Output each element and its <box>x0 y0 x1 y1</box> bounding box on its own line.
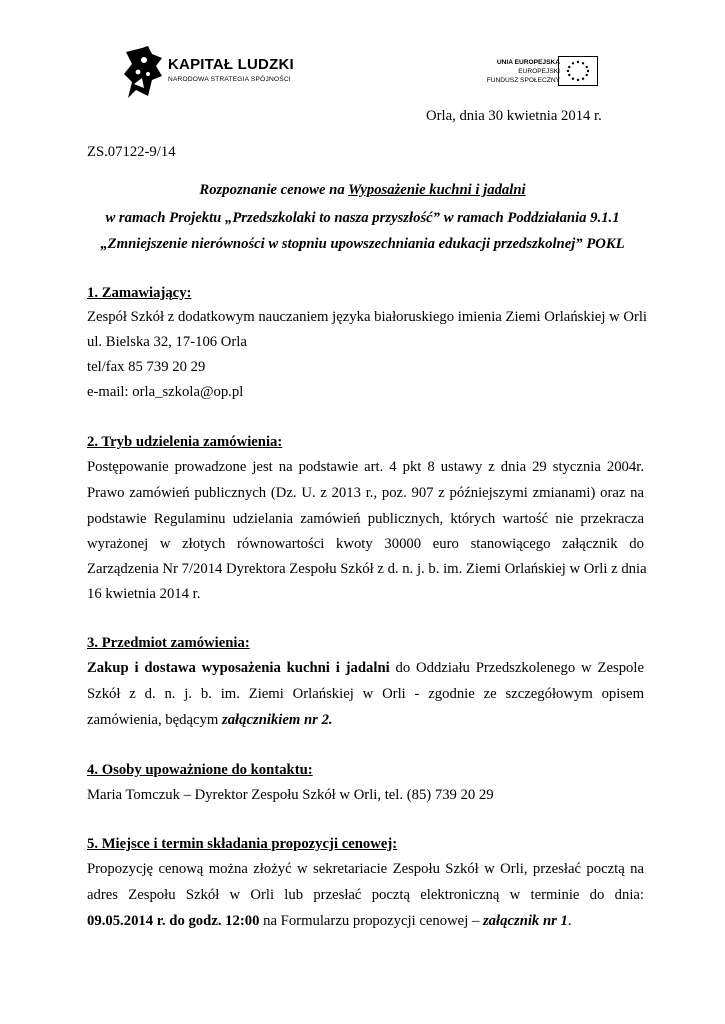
eu-logo <box>468 54 608 90</box>
section-2-line: Zarządzenia Nr 7/2014 Dyrektora Zespołu Szkół z d. n. j. b. im. Ziemi Orlańskiej w Orli z dnia <box>87 561 647 577</box>
reference-number: ZS.07122-9/14 <box>87 144 176 160</box>
attachment-2-reference: załącznikiem nr 2. <box>222 712 333 728</box>
section-5-line-3 <box>87 912 572 930</box>
deadline: 09.05.2014 r. do godz. 12:00 <box>87 913 260 929</box>
kapital-ludzki-emblem-icon <box>122 44 164 102</box>
section-1-heading: 1. Zamawiający: <box>87 285 192 301</box>
title-prefix: Rozpoznanie cenowe na <box>199 182 349 198</box>
eu-flag-icon <box>558 56 598 86</box>
section-1-line: e-mail: orla_szkola@op.pl <box>87 384 244 400</box>
section-3-line-2: Szkół z d. n. j. b. im. Ziemi Orlańskiej w Orli - zgodnie ze szczegółowym opisem <box>87 686 644 702</box>
section-5-line-3-mid: na Formularzu propozycji cenowej – <box>259 913 483 929</box>
eu-line1: UNIA EUROPEJSKA <box>496 59 560 66</box>
section-5-line-2: adres Zespołu Szkół w Orli lub przesłać pocztą elektroniczną w terminie do dnia: <box>87 887 644 903</box>
eu-line3: FUNDUSZ SPOŁECZNY <box>486 77 560 84</box>
section-1-line: Zespół Szkół z dodatkowym nauczaniem języka białoruskiego imienia Ziemi Orlańskiej w Orli <box>87 309 648 325</box>
section-5-line-1: Propozycję cenową można złożyć w sekretariacie Zespołu Szkół w Orli, przesłać pocztą na <box>87 861 644 877</box>
section-2-line: wyrażonej w złotych równowartości kwoty 30000 euro stanowiącego załącznik do <box>87 536 644 552</box>
title-subject: Wyposażenie kuchni i jadalni <box>348 182 526 198</box>
section-5-heading: 5. Miejsce i termin składania propozycji cenowej: <box>87 836 398 852</box>
section-3-line-3 <box>87 711 333 729</box>
section-2-line: podstawie Regulaminu udzielania zamówień publicznych, których wartość nie przekracza <box>87 511 644 527</box>
section-3-line-3-prefix: zamówienia, będącym <box>87 712 222 728</box>
kapital-ludzki-logo <box>122 44 292 104</box>
section-4-line-1: Maria Tomczuk – Dyrektor Zespołu Szkół w Orli, tel. (85) 739 20 29 <box>87 787 494 803</box>
kapital-ludzki-subtitle: NARODOWA STRATEGIA SPÓJNOŚCI <box>168 76 291 83</box>
title-line-3: „Zmniejszenie nierówności w stopniu upowszechniania edukacji przedszkolnej” POKL <box>100 236 625 252</box>
kapital-ludzki-title: KAPITAŁ LUDZKI <box>168 56 294 73</box>
eu-line2: EUROPEJSKI <box>518 68 560 75</box>
section-1-line: tel/fax 85 739 20 29 <box>87 359 206 375</box>
date-line: Orla, dnia 30 kwietnia 2014 r. <box>426 108 602 124</box>
section-2-line: 16 kwietnia 2014 r. <box>87 586 201 602</box>
title-line-1 <box>0 181 725 199</box>
attachment-1-reference: załącznik nr 1 <box>482 913 568 929</box>
section-3-line-1 <box>87 659 644 677</box>
section-2-line: Postępowanie prowadzone jest na podstawie art. 4 pkt 8 ustawy z dnia 29 stycznia 2004r. <box>87 459 644 475</box>
section-3-heading: 3. Przedmiot zamówienia: <box>87 635 250 651</box>
section-3-line-1-rest: do Oddziału Przedszkolenego w Zespole <box>389 660 644 676</box>
section-5-line-3-end: . <box>567 913 572 929</box>
section-4-heading: 4. Osoby upoważnione do kontaktu: <box>87 762 313 778</box>
title-line-2: w ramach Projektu „Przedszkolaki to nasza przyszłość” w ramach Poddziałania 9.1.1 <box>105 210 620 226</box>
section-2-heading: 2. Tryb udzielenia zamówienia: <box>87 434 283 450</box>
section-1-line: ul. Bielska 32, 17-106 Orla <box>87 334 247 350</box>
section-2-line: Prawo zamówień publicznych (Dz. U. z 2013 r., poz. 907 z późniejszymi zmianami) oraz na <box>87 485 644 501</box>
section-3-subject: Zakup i dostawa wyposażenia kuchni i jadalni <box>87 660 390 676</box>
